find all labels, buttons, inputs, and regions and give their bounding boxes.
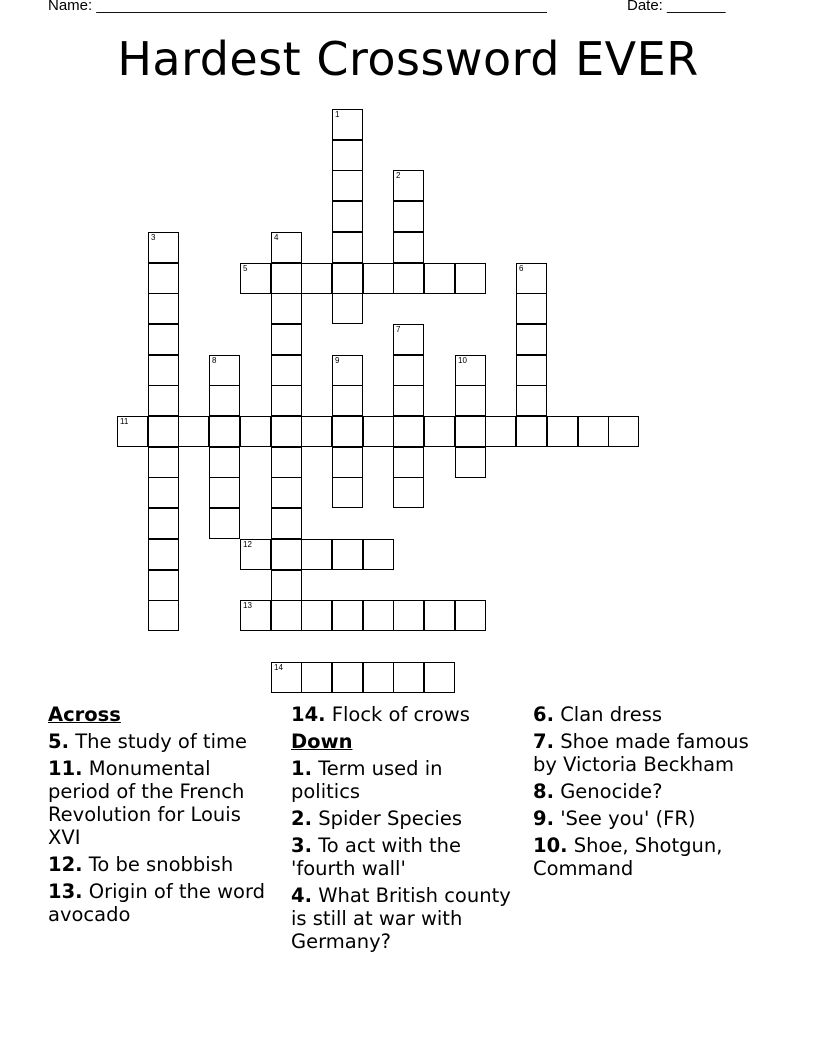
cell-number: 7 (396, 325, 401, 334)
grid-cell[interactable] (393, 385, 424, 416)
grid-cell[interactable] (455, 263, 486, 294)
clue-down-8 (533, 780, 759, 803)
grid-cell[interactable] (271, 570, 302, 601)
clue-down-2 (291, 807, 517, 830)
clue-column-2 (291, 703, 517, 957)
grid-cell[interactable] (117, 416, 148, 447)
grid-cell[interactable] (424, 662, 455, 693)
grid-cell[interactable] (455, 416, 486, 447)
grid-cell[interactable] (363, 662, 394, 693)
grid-cell[interactable] (516, 324, 547, 355)
grid-cell[interactable] (271, 539, 302, 570)
grid-cell[interactable] (332, 662, 363, 693)
grid-cell[interactable] (301, 600, 332, 631)
clue-text: Genocide? (560, 780, 663, 803)
grid-cell[interactable] (455, 600, 486, 631)
clue-number: 12. (48, 853, 83, 876)
grid-cell[interactable] (240, 600, 271, 631)
grid-cell[interactable] (578, 416, 609, 447)
clue-text: Spider Species (318, 807, 462, 830)
grid-cell[interactable] (271, 662, 302, 693)
grid-cell[interactable] (485, 416, 516, 447)
grid-cell[interactable] (393, 324, 424, 355)
grid-cell[interactable] (332, 447, 363, 478)
grid-cell[interactable] (393, 170, 424, 201)
grid-cell[interactable] (271, 263, 302, 294)
clue-number: 8. (533, 780, 554, 803)
grid-cell[interactable] (271, 232, 302, 263)
grid-cell[interactable] (301, 539, 332, 570)
clue-down-9 (533, 807, 759, 830)
clue-column-1 (48, 703, 274, 930)
clue-down-4 (291, 884, 517, 953)
grid-cell[interactable] (240, 416, 271, 447)
clue-text: The study of time (75, 730, 247, 753)
grid-cell[interactable] (424, 263, 455, 294)
grid-cell[interactable] (148, 263, 179, 294)
page-title: Hardest Crossword EVER (117, 32, 699, 86)
cell-number: 13 (243, 601, 252, 610)
grid-cell[interactable] (271, 600, 302, 631)
grid-cell[interactable] (332, 477, 363, 508)
grid-cell[interactable] (363, 539, 394, 570)
grid-cell[interactable] (516, 385, 547, 416)
cell-number: 9 (335, 356, 340, 365)
grid-cell[interactable] (332, 263, 363, 294)
grid-cell[interactable] (332, 201, 363, 232)
grid-cell[interactable] (271, 293, 302, 324)
clue-number: 2. (291, 807, 312, 830)
grid-cell[interactable] (301, 662, 332, 693)
clue-number: 4. (291, 884, 312, 907)
clue-down-6 (533, 703, 759, 726)
clue-across-14 (291, 703, 517, 726)
grid-cell[interactable] (332, 293, 363, 324)
grid-cell[interactable] (332, 355, 363, 386)
grid-cell[interactable] (363, 600, 394, 631)
cell-number: 14 (274, 663, 283, 672)
grid-cell[interactable] (424, 600, 455, 631)
clue-number: 10. (533, 834, 568, 857)
grid-cell[interactable] (516, 293, 547, 324)
cell-number: 12 (243, 540, 252, 549)
grid-cell[interactable] (148, 447, 179, 478)
clue-down-3 (291, 834, 517, 880)
grid-cell[interactable] (240, 263, 271, 294)
grid-cell[interactable] (608, 416, 639, 447)
cell-number: 5 (243, 264, 248, 273)
clue-number: 5. (48, 730, 69, 753)
clue-across-5 (48, 730, 274, 753)
clue-text: Origin of the word avocado (48, 880, 266, 926)
grid-cell[interactable] (393, 477, 424, 508)
cell-number: 10 (458, 356, 467, 365)
grid-cell[interactable] (148, 477, 179, 508)
clue-number: 11. (48, 757, 83, 780)
grid-cell[interactable] (332, 600, 363, 631)
clue-number: 7. (533, 730, 554, 753)
grid-cell[interactable] (148, 385, 179, 416)
grid-cell[interactable] (516, 416, 547, 447)
date-field-line: Date: _______ (627, 0, 726, 14)
down-heading: Down (291, 730, 353, 753)
cell-number: 2 (396, 171, 401, 180)
grid-cell[interactable] (393, 263, 424, 294)
grid-cell[interactable] (332, 140, 363, 171)
grid-cell[interactable] (209, 447, 240, 478)
grid-cell[interactable] (363, 416, 394, 447)
grid-cell[interactable] (393, 600, 424, 631)
cell-number: 1 (335, 110, 340, 119)
grid-cell[interactable] (148, 324, 179, 355)
grid-cell[interactable] (393, 355, 424, 386)
clue-across-13 (48, 880, 274, 926)
grid-cell[interactable] (455, 355, 486, 386)
grid-cell[interactable] (209, 385, 240, 416)
clue-down-10 (533, 834, 759, 880)
clue-text: Monumental period of the French Revolution for Louis XVI (48, 757, 245, 849)
across-heading: Across (48, 703, 121, 726)
grid-cell[interactable] (332, 416, 363, 447)
clue-text: To act with the 'fourth wall' (291, 834, 462, 880)
grid-cell[interactable] (271, 416, 302, 447)
grid-cell[interactable] (148, 232, 179, 263)
grid-cell[interactable] (271, 385, 302, 416)
name-field-line: Name: ______________________________________________________ (48, 0, 547, 14)
grid-cell[interactable] (393, 447, 424, 478)
grid-cell[interactable] (271, 447, 302, 478)
grid-cell[interactable] (393, 416, 424, 447)
clue-number: 1. (291, 757, 312, 780)
grid-cell[interactable] (148, 355, 179, 386)
grid-cell[interactable] (271, 508, 302, 539)
clue-column-3 (533, 703, 759, 884)
grid-cell[interactable] (209, 416, 240, 447)
clue-text: Term used in politics (291, 757, 443, 803)
grid-cell[interactable] (301, 263, 332, 294)
cell-number: 3 (151, 233, 156, 242)
grid-cell[interactable] (209, 355, 240, 386)
grid-cell[interactable] (393, 201, 424, 232)
grid-cell[interactable] (209, 477, 240, 508)
grid-cell[interactable] (332, 109, 363, 140)
clue-text: What British county is still at war with Germany? (291, 884, 511, 953)
clue-text: Shoe made famous by Victoria Beckham (533, 730, 749, 776)
grid-cell[interactable] (332, 539, 363, 570)
clue-number: 6. (533, 703, 554, 726)
clue-number: 9. (533, 807, 554, 830)
grid-cell[interactable] (148, 508, 179, 539)
grid-cell[interactable] (332, 170, 363, 201)
grid-cell[interactable] (547, 416, 578, 447)
grid-cell[interactable] (148, 600, 179, 631)
clue-text: Flock of crows (331, 703, 470, 726)
clue-number: 3. (291, 834, 312, 857)
clue-down-1 (291, 757, 517, 803)
clue-text: 'See you' (FR) (560, 807, 696, 830)
grid-cell[interactable] (516, 263, 547, 294)
clue-text: Clan dress (560, 703, 663, 726)
clue-number: 14. (291, 703, 326, 726)
grid-cell[interactable] (393, 662, 424, 693)
clue-text: To be snobbish (88, 853, 234, 876)
grid-cell[interactable] (148, 539, 179, 570)
grid-cell[interactable] (455, 385, 486, 416)
clue-down-7 (533, 730, 759, 776)
grid-cell[interactable] (271, 324, 302, 355)
clue-number: 13. (48, 880, 83, 903)
clue-across-11 (48, 757, 274, 849)
grid-cell[interactable] (148, 570, 179, 601)
grid-cell[interactable] (393, 232, 424, 263)
grid-cell[interactable] (209, 508, 240, 539)
clue-text: Shoe, Shotgun, Command (533, 834, 723, 880)
grid-cell[interactable] (240, 539, 271, 570)
grid-cell[interactable] (332, 385, 363, 416)
grid-cell[interactable] (271, 355, 302, 386)
grid-cell[interactable] (332, 232, 363, 263)
grid-cell[interactable] (301, 416, 332, 447)
grid-cell[interactable] (148, 293, 179, 324)
grid-cell[interactable] (455, 447, 486, 478)
cell-number: 4 (274, 233, 279, 242)
cell-number: 8 (212, 356, 217, 365)
grid-cell[interactable] (271, 477, 302, 508)
grid-cell[interactable] (178, 416, 209, 447)
grid-cell[interactable] (363, 263, 394, 294)
cell-number: 6 (519, 264, 524, 273)
cell-number: 11 (120, 417, 129, 426)
clue-across-12 (48, 853, 274, 876)
grid-cell[interactable] (148, 416, 179, 447)
grid-cell[interactable] (424, 416, 455, 447)
grid-cell[interactable] (516, 355, 547, 386)
